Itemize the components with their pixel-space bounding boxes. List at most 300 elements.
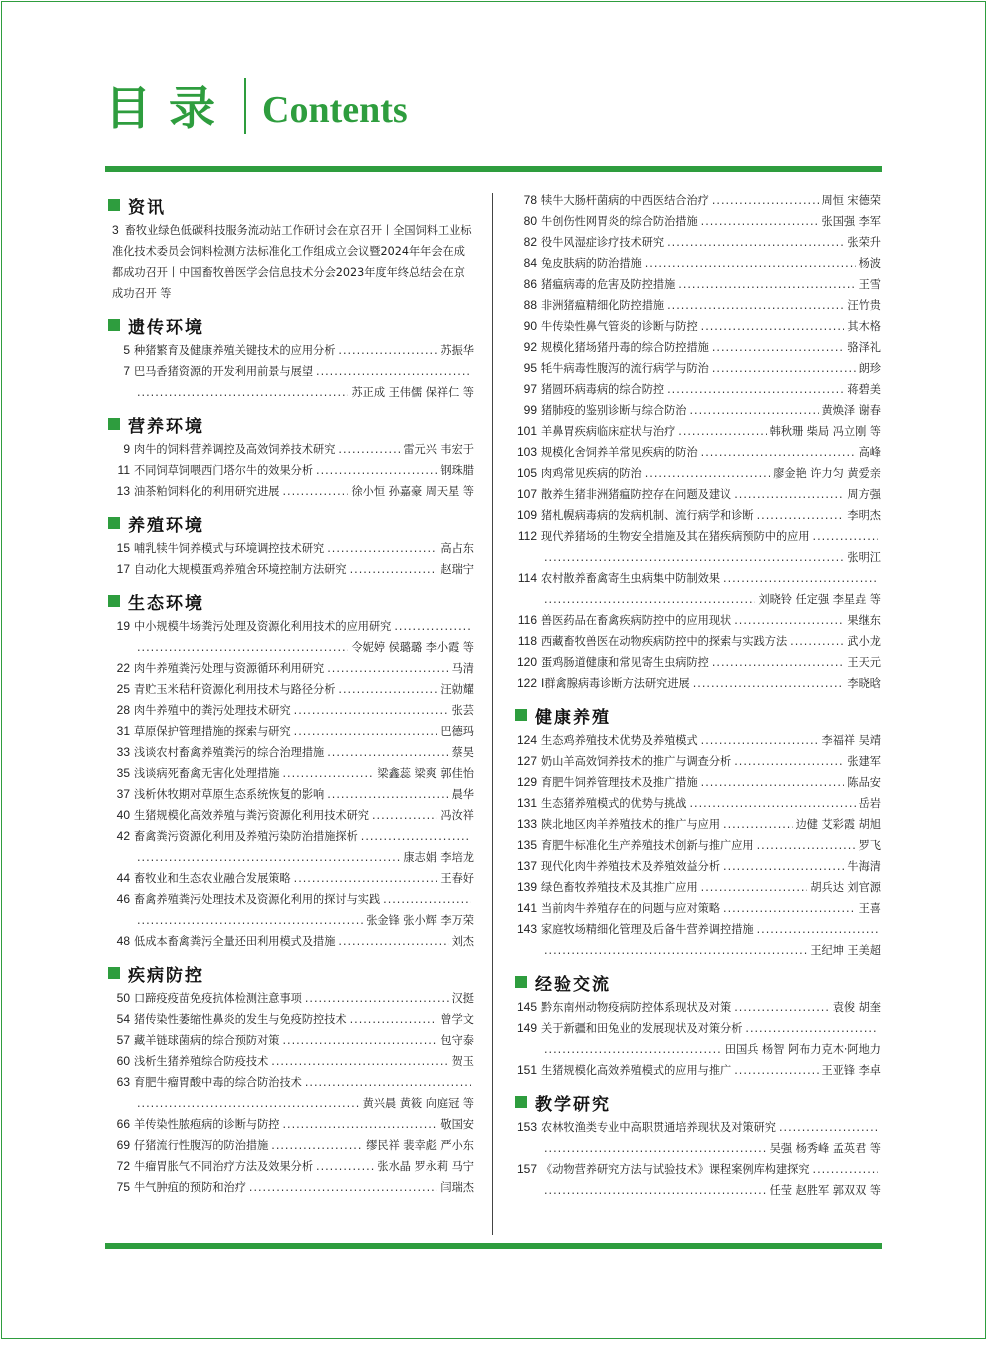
entry-author: 高峰 <box>858 446 881 459</box>
toc-entry[interactable] <box>515 1159 881 1201</box>
entry-title: 中小规模牛场粪污处理及资源化利用技术的应用研究 <box>134 620 392 633</box>
entry-title: 自动化大规模蛋鸡养殖舍环境控制方法研究 <box>134 563 347 576</box>
leader-dots <box>701 442 856 463</box>
entry-author: 刘晓铃 任定强 李星垚 等 <box>758 593 881 606</box>
toc-entry[interactable] <box>515 463 881 484</box>
leader-dots <box>327 538 437 559</box>
toc-entry[interactable] <box>108 481 474 502</box>
entry-title: 畜牧业绿色低碳科技服务流动站工作研讨会在京召开丨全国饲料工业标准化技术委员会饲料检测方法标准化工作组成立会议暨2024年年会在成都成功召开丨中国畜牧兽医学会信息技术分会2023年度年终总结会在京成功召开 等 <box>112 224 472 300</box>
page-number: 40 <box>116 808 130 822</box>
toc-entry[interactable] <box>515 673 881 694</box>
leader-dots <box>645 463 770 484</box>
column-divider <box>492 193 493 1235</box>
page-number: 11 <box>117 463 130 477</box>
toc-section <box>108 190 474 304</box>
page-number: 131 <box>516 796 537 810</box>
leader-dots <box>544 589 755 610</box>
leader-dots <box>137 1093 360 1114</box>
entry-title: 规模化猪场猪丹毒的综合防控措施 <box>541 341 709 354</box>
entry-title: 生猪规模化高效养殖与粪污资源化利用技术研究 <box>134 809 369 822</box>
page-number: 13 <box>116 484 130 498</box>
leader-dots <box>723 814 793 835</box>
entry-author: 袁俊 胡奎 <box>832 1001 881 1014</box>
entry-line <box>108 784 474 805</box>
leader-dots <box>544 547 844 568</box>
entry-line <box>515 442 881 463</box>
entry-title: 犊牛大肠杆菌病的中西医结合治疗 <box>541 194 709 207</box>
entry-author: 赵瑞宁 <box>440 563 474 576</box>
entry-author: 徐小恒 孙嘉豪 周天星 等 <box>351 485 474 498</box>
entry-line <box>108 988 474 1009</box>
toc-entry[interactable] <box>108 1030 474 1051</box>
top-rule <box>105 166 882 172</box>
entry-title: 生态猪养殖模式的优势与挑战 <box>541 797 687 810</box>
entry-title: 当前肉牛养殖存在的问题与应对策略 <box>541 902 721 915</box>
toc-entry[interactable] <box>108 1177 474 1198</box>
entry-title: 育肥牛饲养管理技术及推广措施 <box>541 776 698 789</box>
entry-title: 猪札幌病毒病的发病机制、流行病学和诊断 <box>541 509 754 522</box>
toc-entry[interactable] <box>108 361 474 403</box>
entry-line <box>515 568 881 589</box>
leader-dots <box>667 232 844 253</box>
page-number: 78 <box>523 193 537 207</box>
section-heading <box>108 409 474 439</box>
toc-entry[interactable] <box>515 379 881 400</box>
entry-title: 生猪规模化高效养殖模式的应用与推广 <box>541 1064 732 1077</box>
entry-author: 汪竹贵 <box>847 299 881 312</box>
entry-author: 王亚锋 李卓 <box>821 1064 881 1077</box>
entry-author: 李明杰 <box>847 509 881 522</box>
entry-title: 藏羊链球菌病的综合预防对策 <box>134 1034 280 1047</box>
leader-dots <box>544 1180 767 1201</box>
page-number: 103 <box>516 445 537 459</box>
entry-author-line <box>515 1138 881 1159</box>
toc-entry[interactable] <box>515 814 881 835</box>
entry-title: 浅析生猪养殖综合防疫技术 <box>134 1055 269 1068</box>
toc-entry[interactable] <box>515 337 881 358</box>
leader-dots <box>701 877 808 898</box>
leader-dots <box>383 889 471 910</box>
page-number: 139 <box>516 880 537 894</box>
page-number: 15 <box>116 541 130 555</box>
section-heading <box>108 190 474 220</box>
entry-line <box>108 931 474 952</box>
entry-author-line <box>515 1180 881 1201</box>
leader-dots <box>316 460 437 481</box>
square-bullet-icon <box>515 976 527 988</box>
entry-author: 蔡昊 <box>451 746 474 759</box>
entry-title: 猪圆环病毒病的综合防控 <box>541 383 665 396</box>
toc-section <box>108 310 474 403</box>
entry-title: 口蹄疫疫苗免疫抗体检测注意事项 <box>134 992 302 1005</box>
section-heading-text: 遗传环境 <box>128 317 204 338</box>
entry-title: 黔东南州动物疫病防控体系现状及对策 <box>541 1001 732 1014</box>
entry-line <box>108 559 474 580</box>
entry-title: 现代化肉牛养殖技术及养殖效益分析 <box>541 860 721 873</box>
entry-author: 周方强 <box>847 488 881 501</box>
leader-dots <box>327 784 448 805</box>
leader-dots <box>271 1051 448 1072</box>
toc-entry[interactable] <box>108 889 474 931</box>
leader-dots <box>667 295 844 316</box>
entry-title: 不同饲草饲喂西门塔尔牛的效果分析 <box>134 464 314 477</box>
page-number: 17 <box>116 562 130 576</box>
leader-dots <box>350 559 438 580</box>
toc-entry[interactable] <box>108 1114 474 1135</box>
entry-title: 肉牛养殖粪污处理与资源循环利用研究 <box>134 662 325 675</box>
right-column <box>515 190 881 1201</box>
entry-line <box>108 1072 474 1093</box>
toc-entry[interactable] <box>515 610 881 631</box>
leader-dots <box>350 1009 438 1030</box>
toc-entry[interactable] <box>515 835 881 856</box>
entry-line <box>108 826 474 847</box>
entry-title: 兽医药品在畜禽疾病防控中的应用现状 <box>541 614 732 627</box>
entry-author: 马清 <box>451 662 474 675</box>
leader-dots <box>693 673 845 694</box>
leader-dots <box>305 1072 471 1093</box>
page-number: 118 <box>517 634 537 648</box>
entry-line <box>515 631 881 652</box>
page-number: 86 <box>523 277 537 291</box>
page-number: 22 <box>116 661 130 675</box>
toc-section <box>515 700 881 961</box>
toc-entry[interactable] <box>108 1135 474 1156</box>
entry-line <box>108 340 474 361</box>
entry-author: 周恒 宋德荣 <box>821 194 881 207</box>
page-number: 129 <box>516 775 537 789</box>
section-heading <box>108 508 474 538</box>
page-number: 25 <box>116 682 130 696</box>
page-number: 75 <box>116 1180 130 1194</box>
entry-author-line <box>515 940 881 961</box>
entry-title: 畜牧业和生态农业融合发展策略 <box>134 872 291 885</box>
entry-line <box>108 763 474 784</box>
entry-author-line <box>108 1093 474 1114</box>
leader-dots <box>294 700 449 721</box>
entry-author: 王春好 <box>440 872 474 885</box>
page-number: 127 <box>516 754 537 768</box>
entry-line <box>108 721 474 742</box>
leader-dots <box>689 400 818 421</box>
leader-dots <box>734 484 844 505</box>
page-number: 135 <box>516 838 537 852</box>
entry-title: 肉牛的饲料营养调控及高效饲养技术研究 <box>134 443 336 456</box>
leader-dots <box>723 898 856 919</box>
toc-entry[interactable] <box>515 253 881 274</box>
entry-line <box>515 379 881 400</box>
page-number: 153 <box>516 1120 537 1134</box>
entry-line <box>515 652 881 673</box>
toc-entry[interactable] <box>515 568 881 610</box>
leader-dots <box>701 772 845 793</box>
toc-entry[interactable] <box>108 1051 474 1072</box>
leader-dots <box>372 805 437 826</box>
entry-title: 哺乳犊牛饲养模式与环境调控技术研究 <box>134 542 325 555</box>
leader-dots <box>316 1156 374 1177</box>
entry-title: Ⅰ群禽腺病毒诊断方法研究进展 <box>541 677 690 690</box>
toc-entry[interactable] <box>515 295 881 316</box>
toc-entry[interactable] <box>515 358 881 379</box>
entry-title: 规模化舍饲养羊常见疾病的防治 <box>541 446 698 459</box>
entry-title: 育肥牛标准化生产养殖技术创新与推广应用 <box>541 839 754 852</box>
entry-title: 散养生猪非洲猪瘟防控存在问题及建议 <box>541 488 732 501</box>
toc-entry[interactable] <box>515 793 881 814</box>
entry-author: 汪勍耀 <box>440 683 474 696</box>
entry-line <box>108 1177 474 1198</box>
entry-line <box>108 460 474 481</box>
leader-dots <box>757 835 856 856</box>
leader-dots <box>645 253 856 274</box>
entry-line <box>515 772 881 793</box>
leader-dots <box>338 931 448 952</box>
toc-entry[interactable] <box>108 1072 474 1114</box>
toc-entry[interactable] <box>515 652 881 673</box>
entry-author: 高占东 <box>440 542 474 555</box>
toc-section <box>108 958 474 1198</box>
toc-entry[interactable] <box>108 220 474 304</box>
entry-author: 敬国安 <box>440 1118 474 1131</box>
toc-entry[interactable] <box>515 631 881 652</box>
square-bullet-icon <box>515 709 527 721</box>
toc-entry[interactable] <box>108 784 474 805</box>
section-heading <box>515 1087 881 1117</box>
entry-line <box>108 1051 474 1072</box>
leader-dots <box>734 997 829 1018</box>
toc-entry[interactable] <box>515 997 881 1018</box>
entry-author: 张明江 <box>847 551 881 564</box>
entry-author: 黄焕泽 谢春 <box>821 404 881 417</box>
toc-entry[interactable] <box>108 826 474 868</box>
page-number: 54 <box>116 1012 130 1026</box>
leader-dots <box>282 763 374 784</box>
toc-entry[interactable] <box>108 988 474 1009</box>
toc-entry[interactable] <box>108 1009 474 1030</box>
page-number: 46 <box>116 892 130 906</box>
leader-dots <box>757 505 845 526</box>
entry-title: 役牛风湿症诊疗技术研究 <box>541 236 665 249</box>
page-number: 120 <box>516 655 537 669</box>
entry-title: 牛传染性鼻气管炎的诊断与防控 <box>541 320 698 333</box>
page-number: 157 <box>516 1162 537 1176</box>
page-number: 124 <box>516 733 537 747</box>
entry-author: 王喜 <box>858 902 881 915</box>
entry-title: 肉牛养殖中的粪污处理技术研究 <box>134 704 291 717</box>
toc-entry[interactable] <box>515 232 881 253</box>
entry-line <box>108 1030 474 1051</box>
page-title-cn: 目录 <box>105 81 233 135</box>
entry-author: 王天元 <box>847 656 881 669</box>
leader-dots <box>137 637 348 658</box>
leader-dots <box>294 868 438 889</box>
entry-line <box>515 400 881 421</box>
toc-entry[interactable] <box>108 340 474 361</box>
leader-dots <box>678 274 855 295</box>
toc-entry[interactable] <box>515 751 881 772</box>
leader-dots <box>667 379 844 400</box>
entry-line <box>515 253 881 274</box>
entry-line <box>515 232 881 253</box>
entry-line <box>515 274 881 295</box>
entry-line <box>515 211 881 232</box>
leader-dots <box>544 1138 767 1159</box>
entry-line <box>515 505 881 526</box>
toc-entry[interactable] <box>515 730 881 751</box>
entry-author: 朗珍 <box>858 362 881 375</box>
entry-line <box>108 439 474 460</box>
toc-entry[interactable] <box>515 211 881 232</box>
toc-entry[interactable] <box>108 742 474 763</box>
toc-entry[interactable] <box>515 316 881 337</box>
section-heading-text: 生态环境 <box>128 593 204 614</box>
page-number: 149 <box>516 1021 537 1035</box>
toc-entry[interactable] <box>515 919 881 961</box>
entry-line <box>108 868 474 889</box>
entry-author-line <box>108 910 474 931</box>
toc-entry[interactable] <box>515 484 881 505</box>
entry-author: 陈品安 <box>847 776 881 789</box>
entry-line <box>515 337 881 358</box>
toc-entry[interactable] <box>515 877 881 898</box>
entry-author: 雷元兴 韦宏于 <box>403 443 474 456</box>
page-title-en: Contents <box>262 89 408 131</box>
toc-entry[interactable] <box>108 538 474 559</box>
entry-author: 令妮婷 侯璐璐 李小霞 等 <box>351 641 474 654</box>
entry-title: 家庭牧场精细化管理及后备牛营养调控措施 <box>541 923 754 936</box>
leader-dots <box>327 742 448 763</box>
page-number: 60 <box>116 1054 130 1068</box>
toc-entry[interactable] <box>515 442 881 463</box>
entry-title: 青贮玉米秸秆资源化利用技术与路径分析 <box>134 683 336 696</box>
leader-dots <box>327 658 448 679</box>
page-number: 82 <box>523 235 537 249</box>
entry-title: 肉鸡常见疾病的防治 <box>541 467 642 480</box>
toc-entry[interactable] <box>108 616 474 658</box>
page-number: 33 <box>116 745 130 759</box>
entry-author: 其木格 <box>847 320 881 333</box>
toc-entry[interactable] <box>515 526 881 568</box>
toc-entry[interactable] <box>108 460 474 481</box>
toc-entry[interactable] <box>515 898 881 919</box>
entry-line <box>515 1018 881 1039</box>
entry-line <box>108 742 474 763</box>
toc-entry[interactable] <box>108 763 474 784</box>
toc-entry[interactable] <box>515 274 881 295</box>
toc-entry[interactable] <box>515 1117 881 1159</box>
entry-author: 冯汝祥 <box>440 809 474 822</box>
leader-dots <box>394 616 471 637</box>
toc-entry[interactable] <box>515 190 881 211</box>
toc-entry[interactable] <box>515 505 881 526</box>
entry-line <box>108 805 474 826</box>
toc-entry[interactable] <box>515 856 881 877</box>
section-heading-text: 教学研究 <box>535 1094 611 1115</box>
entry-title: 《动物营养研究方法与试验技术》课程案例库构建探究 <box>541 1163 810 1176</box>
leader-dots <box>701 730 819 751</box>
leader-dots <box>271 1135 363 1156</box>
toc-entry[interactable] <box>108 700 474 721</box>
entry-line <box>515 835 881 856</box>
entry-author-line <box>108 847 474 868</box>
toc-entry[interactable] <box>108 721 474 742</box>
entry-line <box>515 316 881 337</box>
toc-entry[interactable] <box>515 1018 881 1060</box>
page-number: 116 <box>517 613 537 627</box>
entry-title: 油茶粕饲料化的利用研究进展 <box>134 485 280 498</box>
toc-section <box>108 508 474 580</box>
entry-line <box>108 700 474 721</box>
toc-entry[interactable] <box>108 868 474 889</box>
square-bullet-icon <box>108 418 120 430</box>
left-column <box>108 190 474 1198</box>
entry-line <box>515 730 881 751</box>
page-number: 66 <box>116 1117 130 1131</box>
leader-dots <box>723 568 878 589</box>
entry-title: 现代养猪场的生物安全措施及其在猪疾病预防中的应用 <box>541 530 810 543</box>
entry-author-line <box>515 547 881 568</box>
section-heading <box>108 310 474 340</box>
entry-line <box>515 610 881 631</box>
toc-entry[interactable] <box>108 679 474 700</box>
page-number: 145 <box>516 1000 537 1014</box>
entry-author: 苏正成 王伟儒 保祥仁 等 <box>351 386 474 399</box>
toc-entry[interactable] <box>108 559 474 580</box>
entry-line <box>108 1135 474 1156</box>
entry-author: 刘杰 <box>451 935 474 948</box>
toc-entry[interactable] <box>108 931 474 952</box>
toc-section <box>515 967 881 1081</box>
entry-line <box>108 616 474 637</box>
entry-author: 张金锋 张小辉 李万荣 <box>366 914 474 927</box>
page-number: 114 <box>517 571 537 585</box>
leader-dots <box>282 1114 437 1135</box>
entry-line <box>515 856 881 877</box>
leader-dots <box>712 358 856 379</box>
entry-author: 贺玉 <box>451 1055 474 1068</box>
entry-line <box>108 538 474 559</box>
entry-author: 王雪 <box>858 278 881 291</box>
entry-author: 吴强 杨秀峰 孟英君 等 <box>769 1142 881 1155</box>
toc-entry[interactable] <box>108 658 474 679</box>
toc-entry[interactable] <box>108 805 474 826</box>
leader-dots <box>305 988 449 1009</box>
entry-author: 汉挺 <box>451 992 474 1005</box>
entry-line <box>515 877 881 898</box>
toc-entry[interactable] <box>515 421 881 442</box>
entry-title: 农村散养畜禽寄生虫病集中防制效果 <box>541 572 721 585</box>
entry-author: 张建军 <box>847 755 881 768</box>
entry-title: 巴马香猪资源的开发利用前景与展望 <box>134 365 314 378</box>
toc-entry[interactable] <box>108 1156 474 1177</box>
toc-entry[interactable] <box>515 772 881 793</box>
leader-dots <box>137 910 363 931</box>
page-number: 31 <box>116 724 130 738</box>
square-bullet-icon <box>515 1096 527 1108</box>
leader-dots <box>734 751 844 772</box>
entry-author: 缪民祥 裴幸彪 严小东 <box>366 1139 474 1152</box>
page-number: 112 <box>517 529 537 543</box>
entry-author: 苏振华 <box>440 344 474 357</box>
square-bullet-icon <box>108 319 120 331</box>
page-number: 28 <box>116 703 130 717</box>
entry-title: 兔皮肤病的防治措施 <box>541 257 642 270</box>
entry-title: 羊鼻胃疾病临床症状与治疗 <box>541 425 676 438</box>
entry-author-line <box>515 589 881 610</box>
leader-dots <box>689 793 855 814</box>
toc-entry[interactable] <box>515 400 881 421</box>
toc-entry[interactable] <box>515 1060 881 1081</box>
toc-entry[interactable] <box>108 439 474 460</box>
